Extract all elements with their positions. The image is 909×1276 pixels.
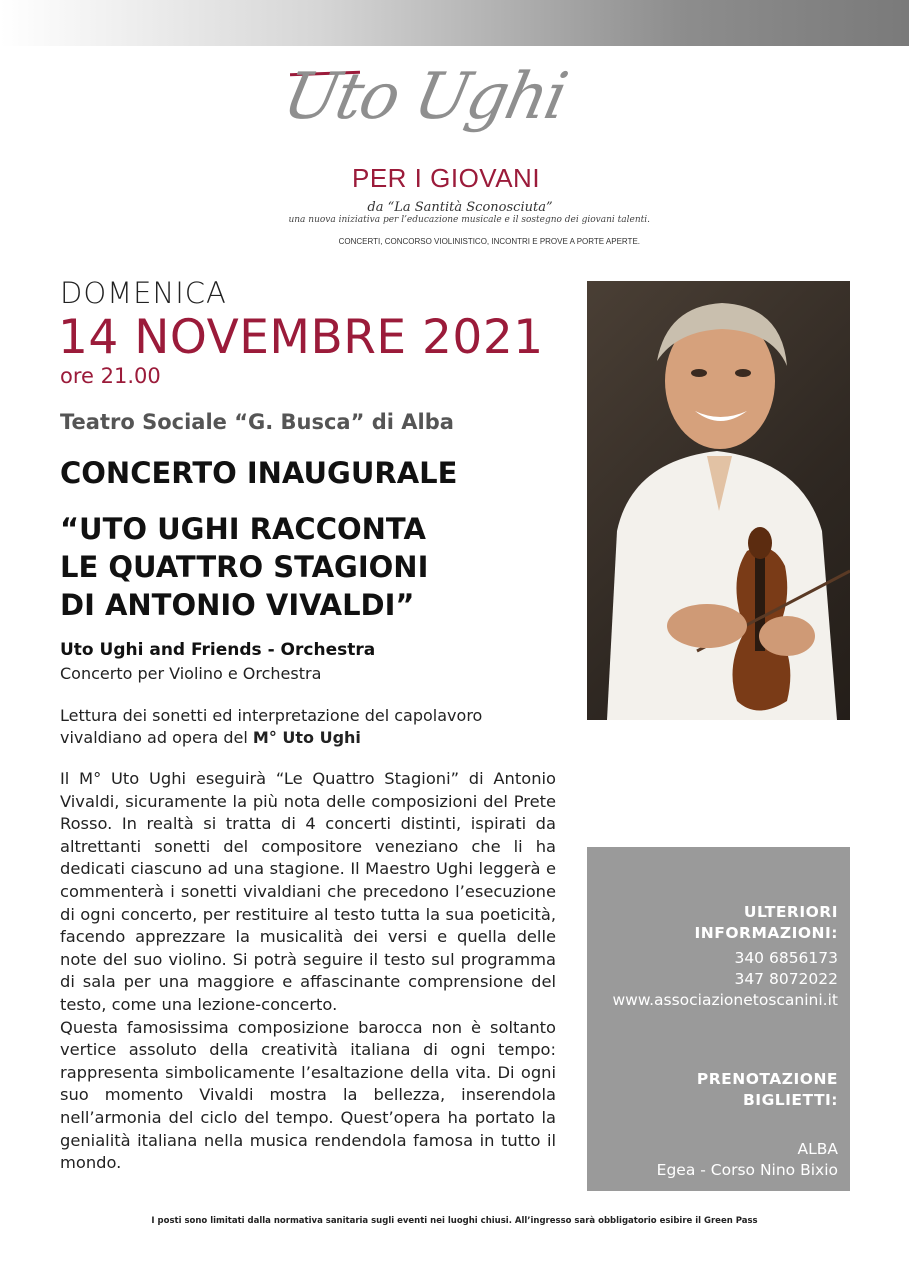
description: [60, 768, 556, 1175]
info-box: [587, 847, 850, 1191]
uto-ughi-logo: [270, 60, 650, 255]
booking-address: Egea - Corso Nino Bixio: [656, 1161, 838, 1179]
booking-heading-line1: PRENOTAZIONE: [696, 1070, 838, 1088]
event-venue: Teatro Sociale “G. Busca” di Alba: [60, 410, 454, 434]
uto-ughi-photo: [587, 281, 850, 720]
event-day: DOMENICA: [60, 276, 227, 310]
info-heading-line1: ULTERIORI: [743, 903, 838, 921]
portrait-illustration: [587, 281, 850, 720]
title-line: LE QUATTRO STAGIONI: [60, 550, 429, 584]
booking-heading-line2: BIGLIETTI:: [742, 1091, 838, 1109]
description-paragraph: Il M° Uto Ughi eseguirà “Le Quattro Stagioni” di Antonio Vivaldi, sicuramente la più nota delle composizioni del Prete Rosso. In realtà si tratta di 4 concerti distinti, ispirati da altrettanti sonetti del compositore veneziano che li ha dedicati ciascuno ad una stagione. Il Maestro Ughi leggerà e commenterà i sonetti vivaldiani che precedono l’esecuzione di ogni concerto, per restituire al testo tutta la sua poeticità, facendo apprezzare la musicalità dei versi e quella delle note del suo violino. Si potrà seguire il testo sul programma di sala per una maggiore e affascinante comprensione del testo, come una lezione-concerto.: [60, 769, 556, 1014]
concert-title: [60, 510, 428, 624]
intro-maestro-name: M° Uto Ughi: [252, 728, 361, 747]
logo-tagline: una nuova iniziativa per l’educazione musicale e il sostegno dei giovani talenti.: [288, 215, 650, 225]
info-website-link[interactable]: www.associazionetoscanini.it: [612, 991, 838, 1009]
title-line: DI ANTONIO VIVALDI”: [60, 588, 415, 622]
logo-signature: Uto Ughi: [277, 60, 572, 134]
title-line: “UTO UGHI RACCONTA: [60, 512, 426, 546]
intro-text: [60, 705, 560, 749]
event-date: 14 NOVEMBRE 2021: [58, 310, 544, 365]
info-heading-line2: INFORMAZIONI:: [694, 924, 838, 942]
performers: Uto Ughi and Friends - Orchestra: [60, 640, 376, 660]
concert-heading: CONCERTO INAUGURALE: [60, 456, 458, 490]
info-phone2[interactable]: 347 8072022: [734, 970, 838, 988]
performers-subtitle: Concerto per Violino e Orchestra: [60, 664, 322, 683]
logo-subtitle: PER I GIOVANI: [352, 163, 541, 193]
info-phone1[interactable]: 340 6856173: [734, 949, 838, 967]
description-paragraph: Questa famosissima composizione barocca non è soltanto vertice assoluto della creatività italiana di ogni tempo: rappresenta simbolicamente l’esaltazione della vita. Di ogni suo momento Vivaldi mostra la bellezza, inserendola nell’armonia del ciclo del tempo. Quest’opera ha portato la genialità italiana nella musica rendendola famosa in tutto il mondo.: [60, 1017, 556, 1173]
logo-da-line: da “La Santità Sconosciuta”: [367, 200, 553, 215]
booking-city: ALBA: [797, 1140, 838, 1158]
intro-body: Lettura dei sonetti ed interpretazione del capolavoro vivaldiano ad opera del: [60, 706, 483, 747]
logo-activities: CONCERTI, CONCORSO VIOLINISTICO, INCONTRI E PROVE A PORTE APERTE.: [338, 237, 640, 246]
event-time: ore 21.00: [60, 364, 161, 388]
top-gradient-bar: [0, 0, 909, 46]
footer-note: I posti sono limitati dalla normativa sanitaria sugli eventi nei luoghi chiusi. All’ingresso sarà obbligatorio esibire il Green Pass: [151, 1216, 758, 1226]
